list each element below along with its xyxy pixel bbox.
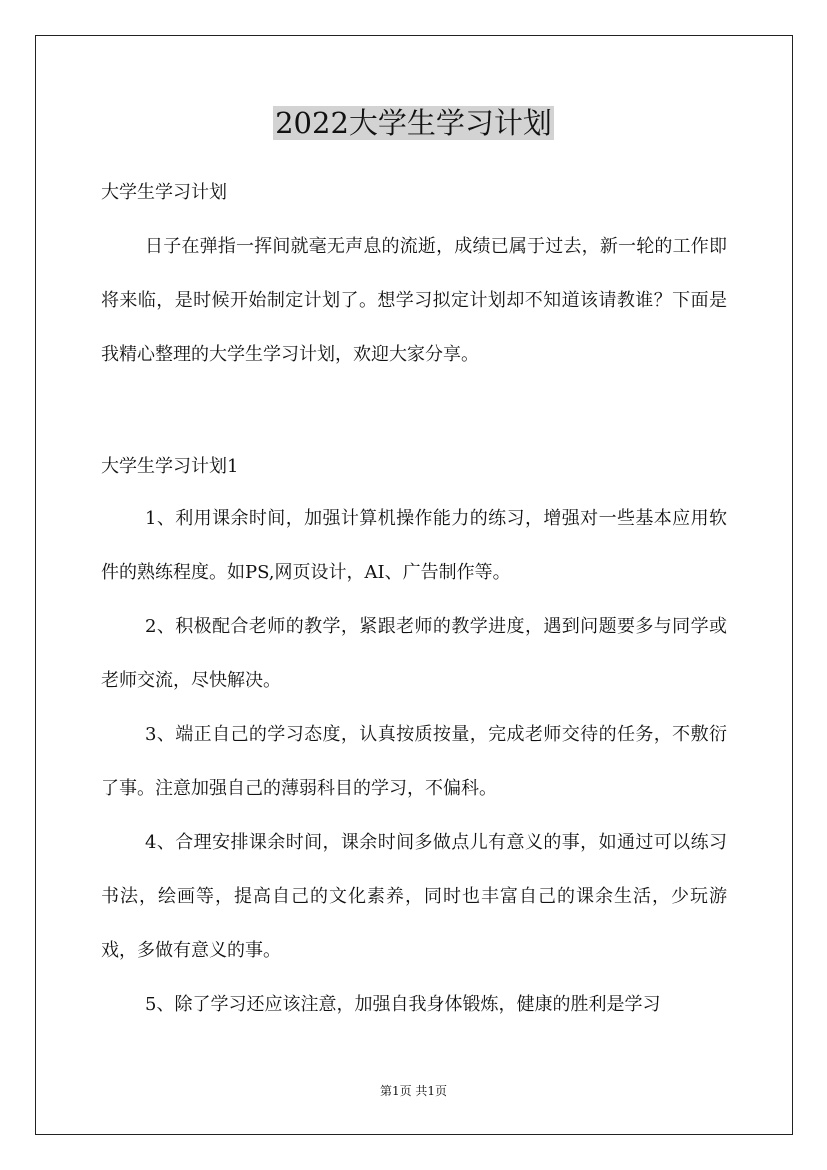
- plan-item-3: 3、端正自己的学习态度，认真按质按量，完成老师交待的任务，不敷衍了事。注意加强自己的薄弱科目的学习，不偏科。: [101, 724, 727, 799]
- intro-paragraph: 日子在弹指一挥间就毫无声息的流逝，成绩已属于过去，新一轮的工作即将来临，是时候开始制定计划了。想学习拟定计划却不知道该请教谁？下面是我精心整理的大学生学习计划，欢迎大家分享。: [101, 236, 727, 365]
- document-title: 2022大学生学习计划: [275, 106, 552, 140]
- plan-item-5: 5、除了学习还应该注意，加强自我身体锻炼，健康的胜利是学习: [145, 994, 661, 1015]
- plan-item-4: 4、合理安排课余时间，课余时间多做点儿有意义的事，如通过可以练习书法，绘画等，提高自己的文化素养，同时也丰富自己的课余生活，少玩游戏，多做有意义的事。: [101, 832, 727, 961]
- section-heading: 大学生学习计划1: [101, 456, 239, 477]
- page-footer: 第1页 共1页: [379, 1084, 448, 1098]
- plan-item-1: 1、利用课余时间，加强计算机操作能力的练习，增强对一些基本应用软件的熟练程度。如PS,网页设计，AI、广告制作等。: [101, 508, 727, 583]
- plan-item-2: 2、积极配合老师的教学，紧跟老师的教学进度，遇到问题要多与同学或老师交流，尽快解决。: [101, 616, 727, 691]
- intro-heading: 大学生学习计划: [101, 182, 227, 203]
